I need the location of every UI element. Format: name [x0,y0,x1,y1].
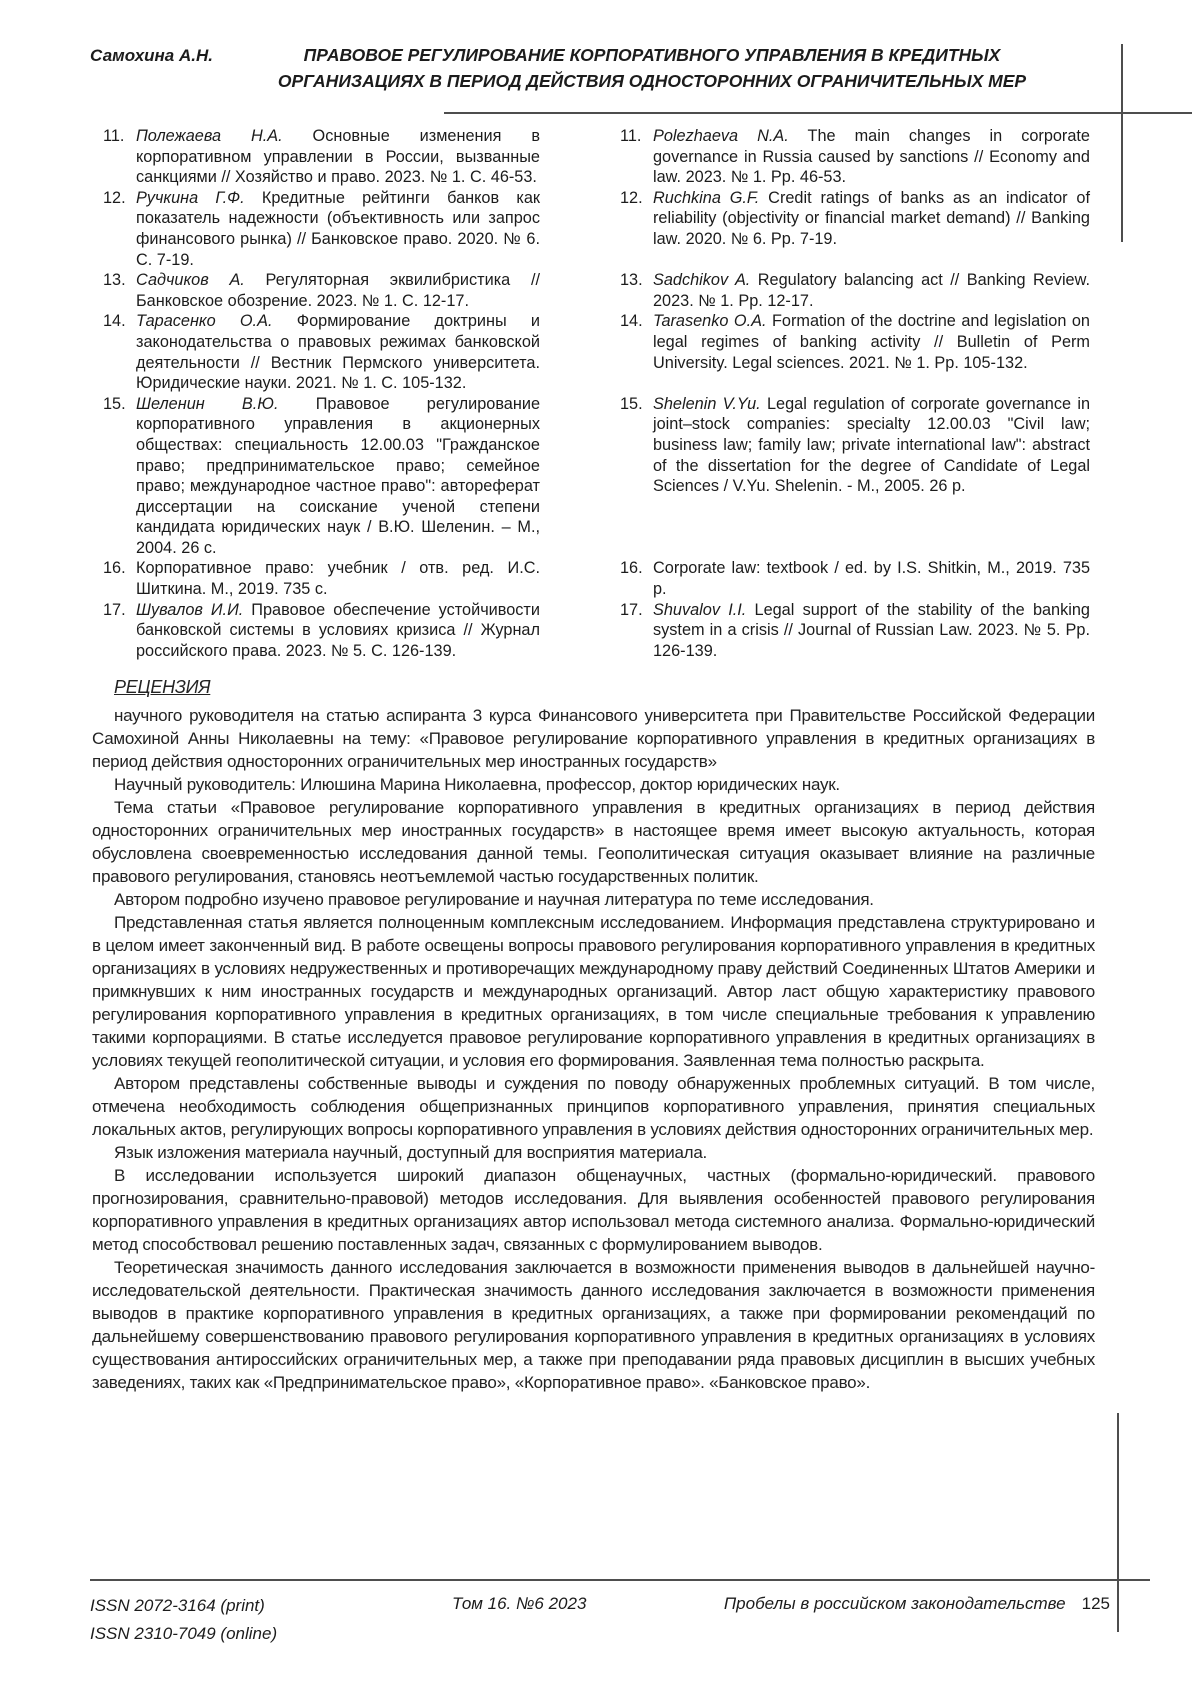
reference-number: 17. [103,600,126,619]
footer-volume: Том 16. №6 2023 [452,1594,587,1613]
reference-text: Ruchkina G.F. Credit ratings of banks as an indicator of reliability (objectivity or financial market demand) // Banking law. 2020. № 6. Pp. 7-19. [653,188,1090,248]
footer-journal-title: Пробелы в российском законодательстве [723,1594,1066,1613]
reference-en-14 [620,311,1090,373]
reference-number: 13. [103,271,126,290]
reference-number: 11. [103,127,125,145]
review-paragraph: Теоретическая значимость данного исследования заключается в возможности применения выводов в дальнейшей научно-исследовательской деятельности. Практическая значимость данного исследования заключается в возможности применения выводов в практике корпоративного управления в кредитных организациях, а также при формировании рекомендаций по дальнейшему совершенствованию правового регулирования корпоративного управления в кредитных организациях в условиях существования антироссийских ограничительных мер, а также при преподавании ряда правовых дисциплин в высших учебных заведениях, таких как «Предпринимательское право», «Корпоративное право». «Банковское право». [92,1258,1095,1392]
reference-ru-16 [103,558,540,599]
reference-en-12 [620,188,1090,250]
reference-text: Полежаева Н.А. Основные изменения в корпоративном управлении в России, вызванные санкциями // Хозяйство и право. 2023. № 1. С. 46-53. [136,127,540,187]
reference-row [103,126,1090,188]
header-rule [444,112,1192,114]
review-paragraph: Тема статьи «Правовое регулирование корпоративного управления в кредитных организациях в период действия односторонних ограничительных мер иностранных государств» в настоящее время имеет высокую актуальность, которая обусловлена своевременностью исследования данной темы. Геополитическая ситуация оказывает влияние на различные правового регулирования, становясь неотъемлемой частью государственных политик. [92,798,1095,886]
review-paragraph: научного руководителя на статью аспиранта 3 курса Финансового университета при Правительстве Российской Федерации Самохиной Анны Николаевны на тему: «Правовое регулирование корпоративного управления в кредитных организациях в период действия односторонних ограничительных мер иностранных государств» [92,706,1095,771]
reference-number: 15. [620,394,643,413]
reference-text: Sadchikov A. Regulatory balancing act // Banking Review. 2023. № 1. Pp. 12-17. [653,271,1090,310]
reference-number: 11. [620,127,642,145]
review-paragraph: Автором подробно изучено правовое регулирование и научная литература по теме исследования. [114,890,874,909]
reference-text: Тарасенко О.А. Формирование доктрины и законодательства о правовых режимах банковской деятельности // Вестник Пермского университета. Юридические науки. 2021. № 1. С. 105-132. [136,312,540,393]
running-author: Самохина А.Н. [90,46,213,65]
reference-text: Садчиков А. Регуляторная эквилибристика // Банковское обозрение. 2023. № 1. С. 12-17. [136,271,540,310]
reference-author: Тарасенко О.А. [136,312,273,331]
reference-row [103,270,1090,311]
issn-print: ISSN 2072-3164 (print) [90,1596,265,1615]
reference-en-11 [620,126,1090,188]
reference-author: Шувалов И.И. [136,600,244,619]
footer-page-number: 125 [1081,1594,1110,1613]
reference-text: Шеленин В.Ю. Правовое регулирование корпоративного управления в акционерных обществах: специальность 12.00.03 "Гражданское право; предпринимательское право; семейное право; международное частное право": автореферат диссертации на соискание ученой степени кандидата юридических наук / В.Ю. Шеленин. – М., 2004. 26 с. [136,394,541,557]
right-margin-rule-bottom [1117,1413,1119,1632]
footer-rule [90,1579,1150,1581]
review-heading: РЕЦЕНЗИЯ [114,677,211,697]
reference-ru-17 [103,600,540,662]
reference-text: Шувалов И.И. Правовое обеспечение устойчивости банковской системы в условиях кризиса // Журнал российского права. 2023. № 5. С. 126-139. [136,600,540,660]
reference-ru-13 [103,270,540,311]
reference-ru-15 [103,394,540,559]
review-paragraph: Представленная статья является полноценным комплексным исследованием. Информация представлена структурировано и в целом имеет законченный вид. В работе освещены вопросы правового регулирования корпоративного управления в кредитных организациях в условиях недружественных и противоречащих международному праву действий Соединенных Штатов Америки и примкнувших к ним иностранных государств и международных организаций. Автор ласт общую характеристику правового регулирования корпоративного управления в кредитных организациях, в том числе специальные требования к управлению такими корпорациями. В статье исследуется правовое регулирование корпоративного управления в кредитных организациях в условиях текущей геополитической ситуации, и условия его формирования. Заявленная тема полностью раскрыта. [92,913,1095,1070]
reference-author: Шеленин В.Ю. [136,394,279,413]
issn-online: ISSN 2310-7049 (online) [90,1624,278,1643]
reference-number: 13. [620,271,643,290]
reference-text: Shelenin V.Yu. Legal regulation of corporate governance in joint–stock companies: specialty 12.00.03 "Civil law; business law; family law; private international law": abstract of the dissertation for the degree of Candidate of Legal Sciences / V.Yu. Shelenin. - M., 2005. 26 p. [653,394,1090,496]
reference-author: Sadchikov A. [653,271,751,290]
reference-ru-14 [103,311,540,393]
reference-text: Polezhaeva N.A. The main changes in corporate governance in Russia caused by sanctions // Economy and law. 2023. № 1. Pp. 46-53. [653,127,1090,187]
reference-row [103,311,1090,393]
review-paragraph: Язык изложения материала научный, доступный для восприятия материала. [114,1143,708,1162]
reference-author: Shelenin V.Yu. [653,394,761,413]
reference-row [103,600,1090,662]
reference-row [103,394,1090,559]
footer-right [724,1594,1110,1614]
footer-issn [90,1592,277,1648]
reference-text: Tarasenko O.A. Formation of the doctrine and legislation on legal regimes of banking activity // Bulletin of Perm University. Legal sciences. 2021. № 1. Pp. 105-132. [653,312,1090,372]
reference-row [103,558,1090,599]
reference-en-13 [620,270,1090,311]
reference-en-15 [620,394,1090,497]
reference-author: Ручкина Г.Ф. [136,188,245,207]
reference-author: Tarasenko O.A. [653,312,767,331]
reference-number: 14. [620,312,643,331]
reference-author: Полежаева Н.А. [136,127,283,145]
reference-en-16 [620,558,1090,599]
references-section [103,126,1090,661]
reference-author: Ruchkina G.F. [653,188,760,207]
review-paragraph: В исследовании используется широкий диапазон общенаучных, частных (формально-юридический. правового прогнозирования, сравнительно-правовой) методов исследования. Для выявления особенностей правового регулирования корпоративного управления в кредитных организациях автор использовал метода системного анализа. Формально-юридический метод способствовал решению поставленных задач, связанных с формулированием выводов. [92,1166,1095,1254]
running-title: ПРАВОВОЕ РЕГУЛИРОВАНИЕ КОРПОРАТИВНОГО УПРАВЛЕНИЯ В КРЕДИТНЫХ ОРГАНИЗАЦИЯХ В ПЕРИОД ДЕЙСТВИЯ ОДНОСТОРОННИХ ОГРАНИЧИТЕЛЬНЫХ МЕР [277,45,1027,91]
reference-number: 16. [103,559,126,578]
reference-author: Shuvalov I.I. [653,600,747,619]
reference-text: Корпоративное право: учебник / отв. ред. И.С. Шиткина. М., 2019. 735 с. [136,559,540,599]
reference-ru-12 [103,188,540,270]
reference-number: 16. [620,559,643,578]
reference-number: 14. [103,312,126,331]
reference-number: 17. [620,600,643,619]
review-section [92,676,1095,1394]
reference-author: Polezhaeva N.A. [653,127,789,145]
reference-number: 12. [620,188,643,207]
reference-number: 15. [103,394,126,413]
reference-text: Corporate law: textbook / ed. by I.S. Shitkin, M., 2019. 735 p. [653,559,1090,599]
reference-text: Shuvalov I.I. Legal support of the stability of the banking system in a crisis // Journal of Russian Law. 2023. № 5. Pp. 126-139. [653,600,1090,660]
review-paragraph: Научный руководитель: Илюшина Марина Николаевна, профессор, доктор юридических наук. [114,775,840,794]
reference-row [103,188,1090,270]
reference-text: Ручкина Г.Ф. Кредитные рейтинги банков как показатель надежности (объективность или запрос финансового рынка) // Банковское право. 2020. № 6. С. 7-19. [136,188,541,269]
reference-number: 12. [103,188,126,207]
right-margin-rule-top [1121,44,1123,242]
review-paragraph: Автором представлены собственные выводы и суждения по поводу обнаруженных проблемных ситуаций. В том числе, отмечена необходимость соблюдения общепризнанных принципов корпоративного управления, принятия специальных локальных актов, регулирующих вопросы корпоративного управления в условиях действия односторонних ограничительных мер. [92,1074,1095,1139]
reference-author: Садчиков А. [136,271,245,290]
reference-ru-11 [103,126,540,188]
reference-en-17 [620,600,1090,662]
